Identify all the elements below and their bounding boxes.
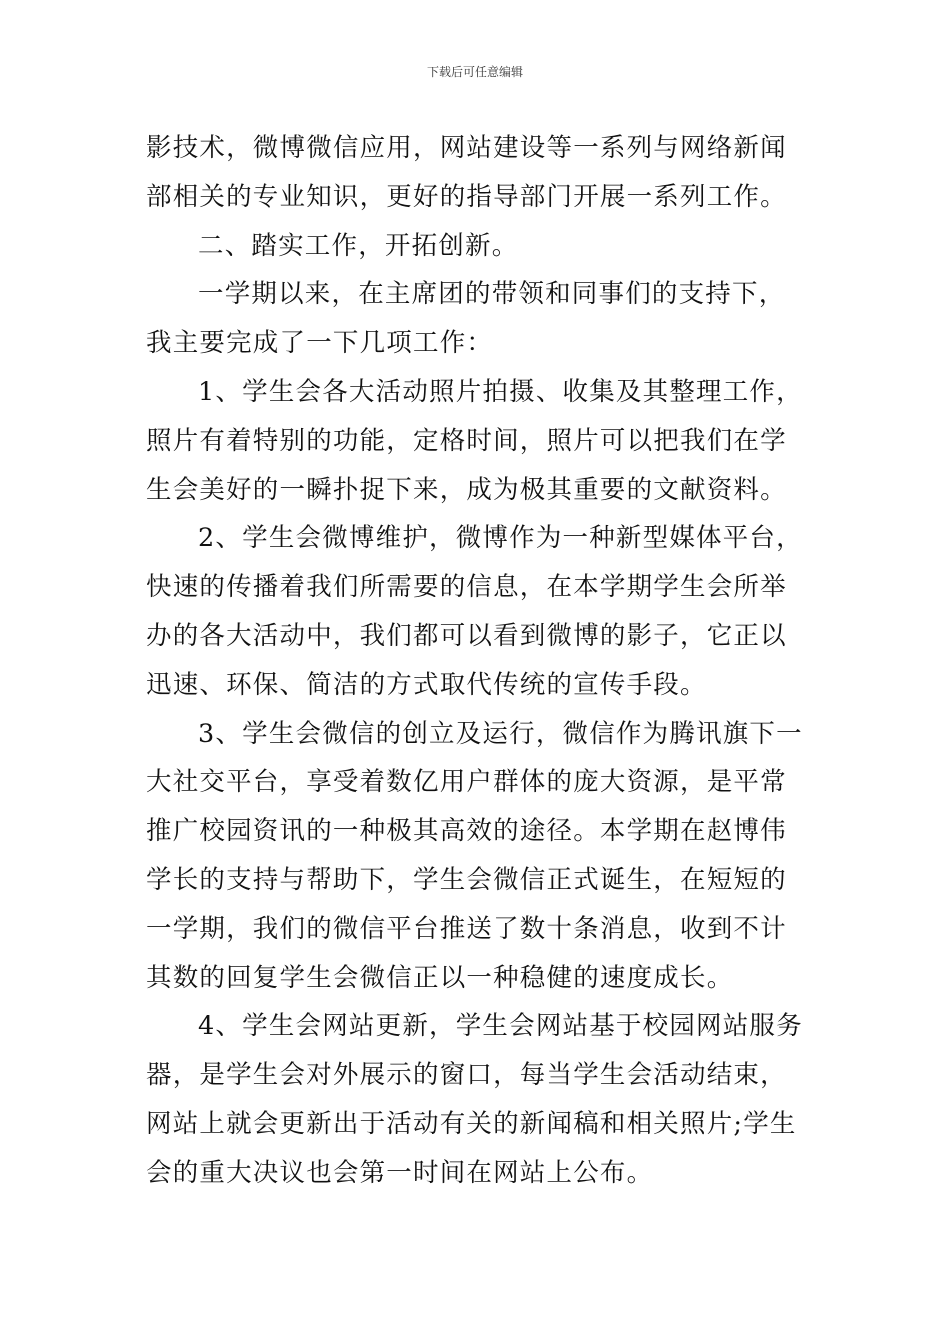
section-heading: 二、踏实工作，开拓创新。: [198, 230, 519, 261]
paragraph-item-3: 3、学生会微信的创立及运行，微信作为腾讯旗下一大社交平台，享受着数亿用户群体的庞大资源，是平常推广校园资讯的一种极其高效的途径。本学期在赵博伟学长的支持与帮助下，学生会微信正式诞生，在短短的一学期，我们的微信平台推送了数十条消息，收到不计其数的回复学生会微信正以一种稳健的速度成长。: [146, 718, 803, 993]
paragraph-intro: 一学期以来，在主席团的带领和同事们的支持下，我主要完成了一下几项工作：: [146, 279, 786, 359]
page-header: 下载后可任意编辑: [426, 65, 523, 79]
document-body: [146, 124, 808, 1198]
paragraph-item-4: 4、学生会网站更新，学生会网站基于校园网站服务器，是学生会对外展示的窗口，每当学生会活动结束，网站上就会更新出于活动有关的新闻稿和相关照片;学生会的重大决议也会第一时间在网站上公布。: [146, 1011, 803, 1188]
paragraph-continuation: 影技术，微博微信应用，网站建设等一系列与网络新闻部相关的专业知识，更好的指导部门开展一系列工作。: [146, 133, 787, 212]
paragraph-item-1: 1、学生会各大活动照片拍摄、收集及其整理工作，照片有着特别的功能，定格时间，照片可以把我们在学生会美好的一瞬扑捉下来，成为极其重要的文献资料。: [146, 376, 803, 505]
paragraph-item-2: 2、学生会微博维护，微博作为一种新型媒体平台，快速的传播着我们所需要的信息，在本学期学生会所举办的各大活动中，我们都可以看到微博的影子，它正以迅速、环保、简洁的方式取代传统的宣传手段。: [146, 523, 803, 700]
